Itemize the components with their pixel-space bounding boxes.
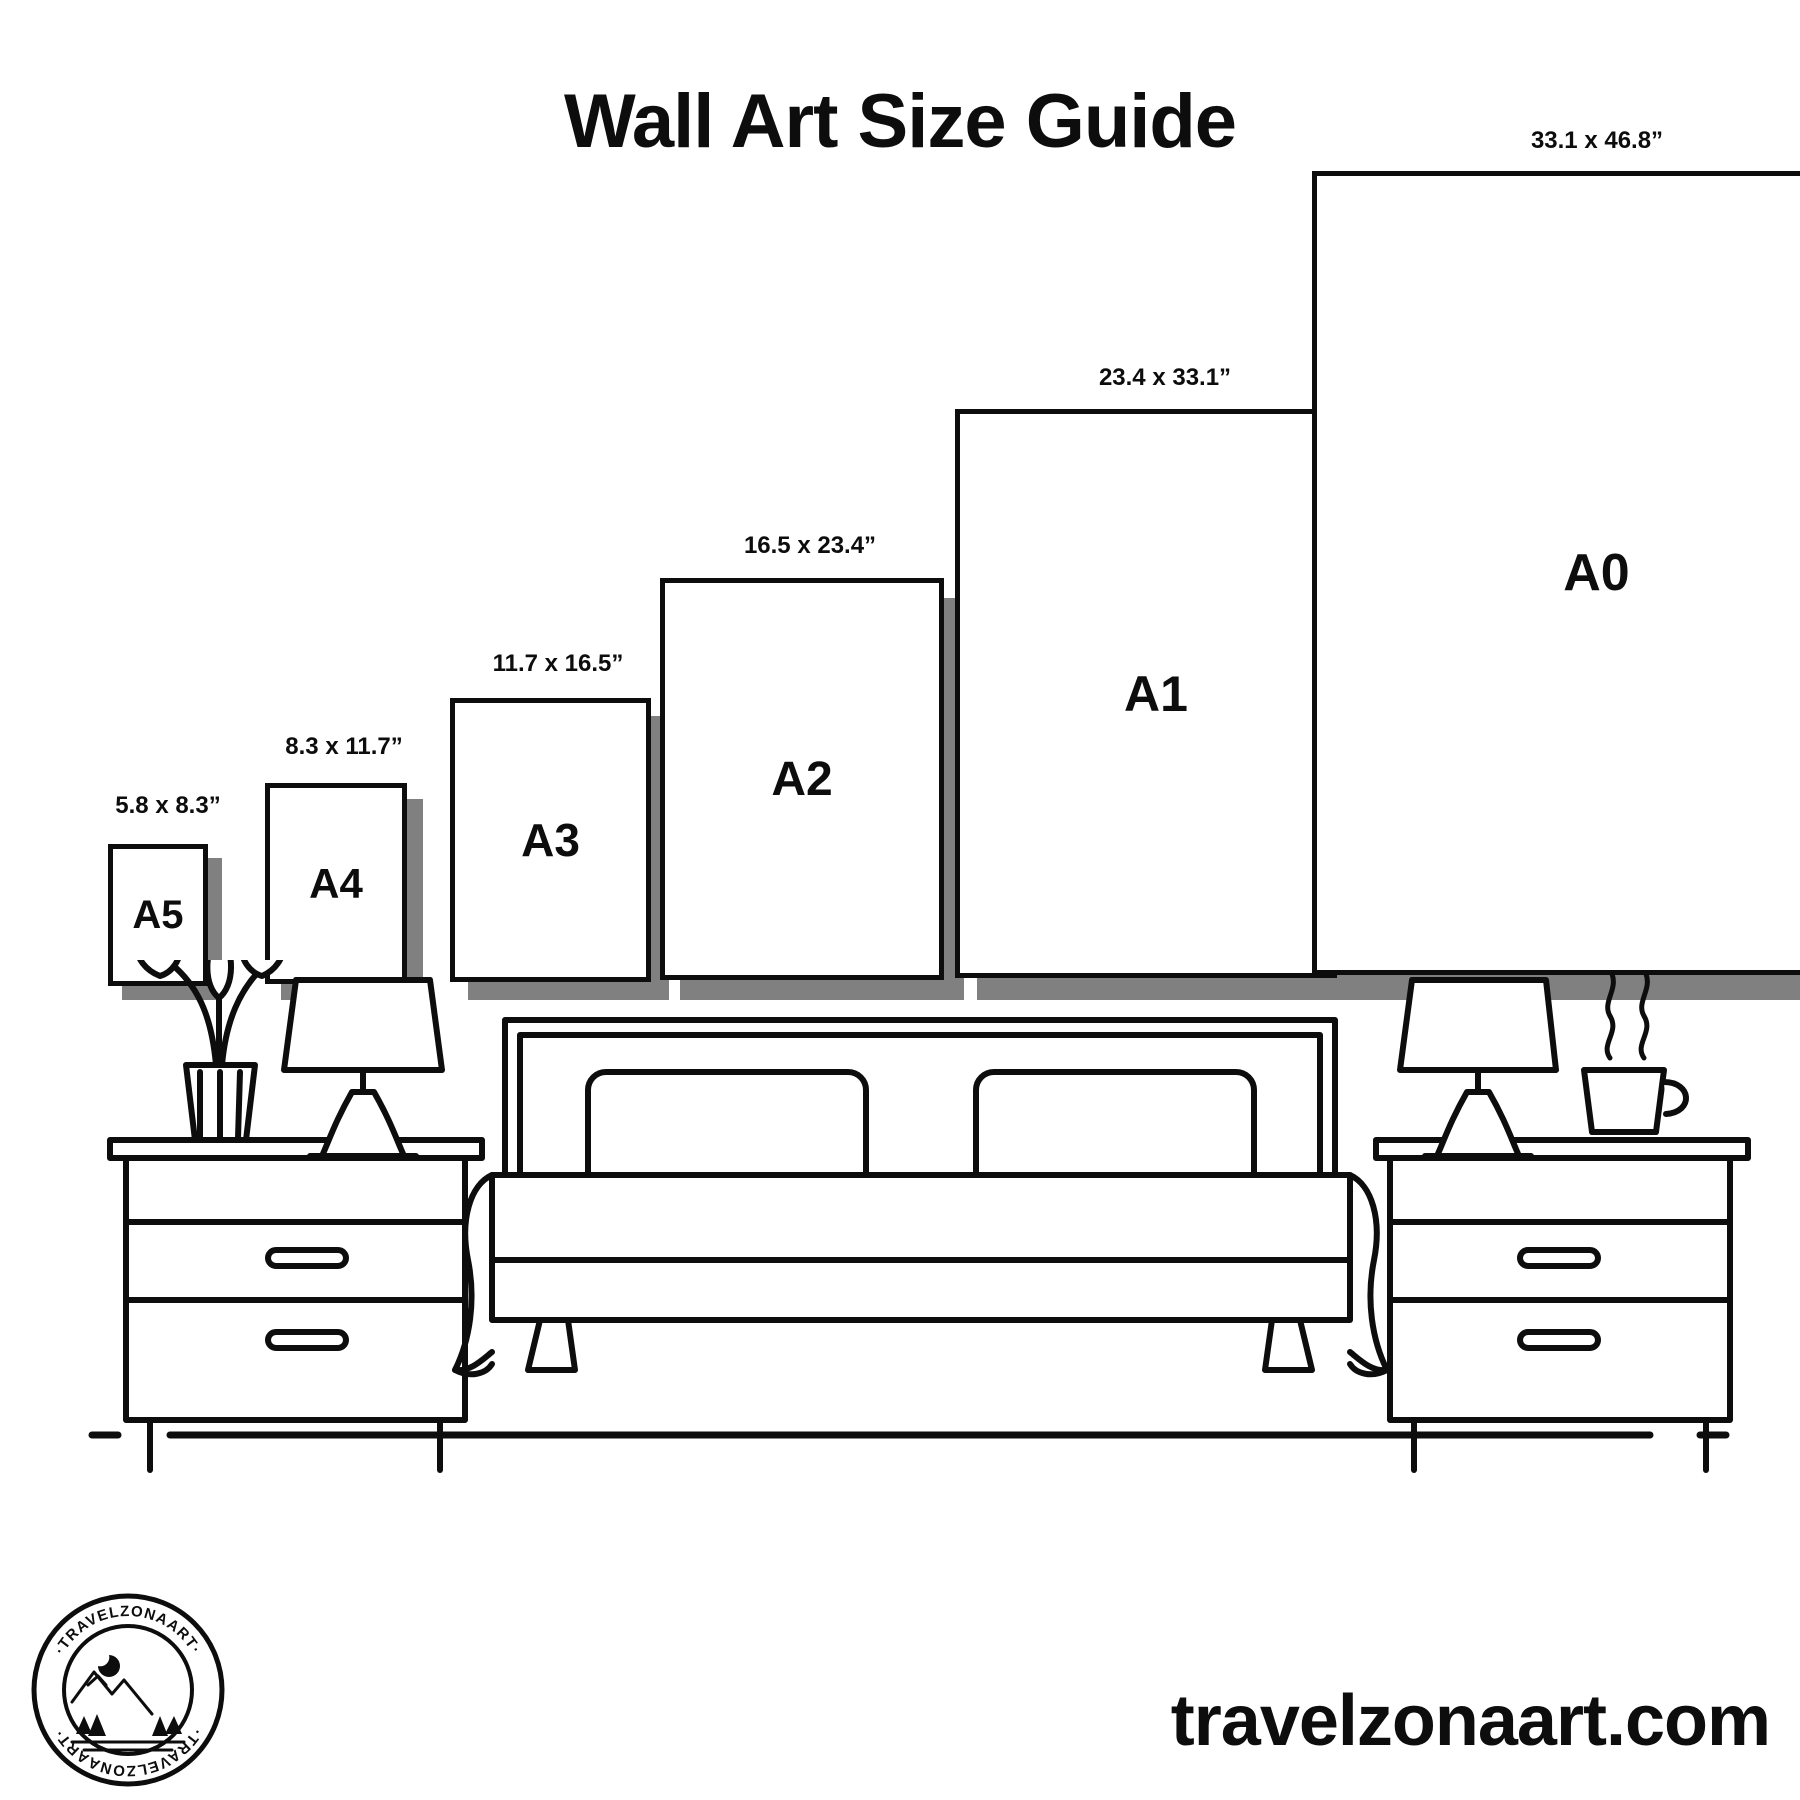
poster-dimension-a2: 16.5 x 23.4” xyxy=(743,532,877,559)
poster-label-a5: A5 xyxy=(132,892,184,937)
poster-dimension-a5: 5.8 x 8.3” xyxy=(115,792,221,819)
poster-box-a0[interactable] xyxy=(1312,171,1800,975)
poster-box-a3[interactable] xyxy=(450,698,651,982)
logo-inner-ring xyxy=(64,1626,192,1754)
poster-label-a0: A0 xyxy=(1563,544,1630,602)
poster-box-a4[interactable] xyxy=(265,783,407,984)
poster-label-a1: A1 xyxy=(1124,665,1188,722)
poster-label-a3: A3 xyxy=(521,814,580,866)
poster-size-row xyxy=(0,127,1800,1000)
coffee-cup xyxy=(1584,974,1686,1132)
poster-dimension-a1: 23.4 x 33.1” xyxy=(1098,364,1232,391)
table-lamp-left xyxy=(284,980,442,1156)
logo-ring-text-top: ·TRAVELZONAART· xyxy=(51,1602,205,1658)
mountain-moon-lake-icon xyxy=(72,1655,184,1750)
bed xyxy=(455,1020,1387,1374)
logo-ring-text-bottom: ·TRAVELZONAART· xyxy=(50,1725,206,1780)
poster-dimension-a3: 11.7 x 16.5” xyxy=(492,650,624,677)
website-url[interactable]: travelzonaart.com xyxy=(1170,1681,1770,1761)
page-title: Wall Art Size Guide xyxy=(563,79,1237,164)
poster-label-a2: A2 xyxy=(771,752,833,806)
poster-box-a1[interactable] xyxy=(955,409,1357,978)
poster-dimension-a4: 8.3 x 11.7” xyxy=(285,733,403,760)
poster-group-a2 xyxy=(660,532,964,1000)
brand-logo[interactable] xyxy=(28,1590,228,1790)
poster-group-a0 xyxy=(1312,127,1800,1000)
poster-group-a3 xyxy=(450,650,671,1000)
poster-dimension-a0: 33.1 x 46.8” xyxy=(1530,127,1664,154)
table-lamp-right xyxy=(1400,980,1556,1156)
nightstand-right xyxy=(1376,1140,1748,1470)
bedroom-scene xyxy=(0,960,1800,1540)
nightstand-left xyxy=(110,1140,482,1470)
poster-box-a2[interactable] xyxy=(660,578,944,980)
poster-label-a4: A4 xyxy=(309,859,363,907)
plant-vase xyxy=(136,960,285,1140)
